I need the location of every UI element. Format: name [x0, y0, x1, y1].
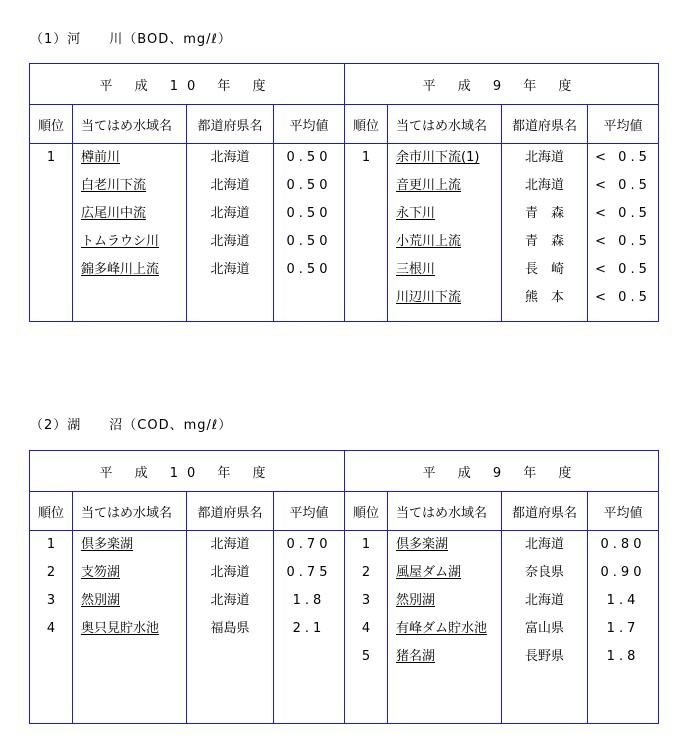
prefecture-column	[187, 531, 273, 643]
water-body-name	[388, 284, 501, 312]
prefecture-cell-text: 北海道	[525, 178, 565, 193]
average-value	[588, 200, 658, 228]
water-body-name	[388, 144, 501, 172]
average-value-text: < 0.5	[595, 206, 651, 221]
water-body-name	[388, 172, 501, 200]
col-header-pref: 都道府県名	[187, 492, 274, 531]
water-body-name-text: 猪名湖	[396, 649, 436, 664]
average-value-text: < 0.5	[595, 150, 651, 165]
rank-column	[30, 531, 72, 643]
col-header-pref: 都道府県名	[502, 492, 588, 531]
prefecture-cell	[187, 256, 273, 284]
rank-cell	[345, 144, 387, 172]
prefecture-cell	[502, 559, 587, 587]
rank-cell	[30, 172, 72, 200]
water-body-name	[73, 559, 186, 587]
prefecture-cell	[502, 615, 587, 643]
col-header-avg: 平均値	[588, 492, 659, 531]
lakes-table	[29, 450, 659, 724]
water-body-column	[388, 531, 501, 671]
prefecture-cell-text: 北海道	[525, 150, 565, 165]
water-body-name-text: 余市川下流(1)	[396, 150, 480, 165]
water-body-name-text: 三根川	[396, 262, 436, 277]
average-value	[588, 531, 658, 559]
average-value	[274, 144, 344, 172]
prefecture-cell-text: 奈良県	[525, 565, 565, 580]
section2-heading: （2）湖 沼（COD、mg/ℓ）	[30, 418, 233, 433]
water-body-name-text: 風屋ダム湖	[396, 565, 462, 580]
rank-cell-text: 1	[361, 537, 371, 552]
rivers-table	[29, 63, 659, 322]
prefecture-cell	[187, 587, 273, 615]
prefecture-cell	[187, 228, 273, 256]
average-value	[274, 559, 344, 587]
water-body-name	[388, 531, 501, 559]
col-header-rank: 順位	[30, 105, 73, 144]
water-body-name-text: 然別湖	[396, 593, 436, 608]
rank-column	[345, 144, 387, 312]
rank-cell-text: 2	[46, 565, 56, 580]
prefecture-cell	[502, 172, 587, 200]
average-value	[588, 144, 658, 172]
average-value-text: < 0.5	[595, 178, 651, 193]
water-body-name-text: 小荒川上流	[396, 234, 462, 249]
average-value	[274, 172, 344, 200]
rank-column	[345, 531, 387, 671]
rank-cell	[345, 559, 387, 587]
average-value	[274, 200, 344, 228]
col-header-name: 当てはめ水域名	[73, 492, 187, 531]
prefecture-cell-text: 北海道	[210, 565, 250, 580]
col-header-name: 当てはめ水域名	[73, 105, 187, 144]
rank-cell	[345, 643, 387, 671]
rank-cell	[30, 559, 72, 587]
average-value	[274, 531, 344, 559]
water-body-name-text: 支笏湖	[81, 565, 121, 580]
prefecture-column	[502, 144, 587, 312]
average-value-text: 0.90	[600, 565, 646, 580]
rank-cell-text: 2	[361, 565, 371, 580]
average-value-text: 2.1	[292, 621, 326, 636]
col-header-avg: 平均値	[588, 105, 659, 144]
prefecture-cell	[187, 615, 273, 643]
col-header-pref: 都道府県名	[502, 105, 588, 144]
average-column	[274, 531, 344, 643]
average-value-text: 1.8	[606, 649, 640, 664]
water-body-name	[73, 531, 186, 559]
prefecture-cell	[187, 200, 273, 228]
prefecture-cell	[187, 559, 273, 587]
prefecture-cell	[187, 144, 273, 172]
water-body-name-text: 音更川上流	[396, 178, 462, 193]
rank-cell-text: 4	[361, 621, 371, 636]
average-value	[588, 284, 658, 312]
water-body-name	[388, 643, 501, 671]
average-value-text: 0.50	[286, 206, 332, 221]
average-value-text: < 0.5	[595, 290, 651, 305]
average-value-text: 0.80	[600, 537, 646, 552]
water-body-name-text: 樽前川	[81, 150, 121, 165]
prefecture-column	[187, 144, 273, 284]
average-value-text: 0.70	[286, 537, 332, 552]
average-value	[588, 172, 658, 200]
rank-cell	[30, 228, 72, 256]
rank-cell-text: 1	[46, 150, 56, 165]
water-body-name-text: 川辺川下流	[396, 290, 462, 305]
prefecture-cell-text: 熊 本	[525, 290, 565, 305]
average-value	[274, 228, 344, 256]
water-body-name-text: トムラウシ川	[81, 234, 160, 249]
average-value	[274, 615, 344, 643]
col-header-pref: 都道府県名	[187, 105, 274, 144]
water-body-name	[73, 228, 186, 256]
prefecture-cell-text: 福島県	[210, 621, 250, 636]
water-body-name-text: 然別湖	[81, 593, 121, 608]
col-header-avg: 平均値	[274, 492, 345, 531]
average-value	[588, 615, 658, 643]
average-value	[588, 228, 658, 256]
prefecture-cell	[187, 172, 273, 200]
water-body-name-text: 錦多峰川上流	[81, 262, 160, 277]
prefecture-column	[502, 531, 587, 671]
prefecture-cell	[502, 531, 587, 559]
average-value-text: 0.50	[286, 150, 332, 165]
prefecture-cell-text: 北海道	[210, 262, 250, 277]
rank-cell	[345, 228, 387, 256]
col-header-rank: 順位	[345, 492, 388, 531]
average-value-text: 1.4	[606, 593, 640, 608]
rank-cell	[345, 531, 387, 559]
prefecture-cell	[187, 531, 273, 559]
water-body-column	[73, 144, 186, 284]
average-value-text: < 0.5	[595, 262, 651, 277]
average-value-text: 0.50	[286, 262, 332, 277]
prefecture-cell-text: 北海道	[525, 593, 565, 608]
average-column	[588, 531, 658, 671]
prefecture-cell-text: 長野県	[525, 649, 565, 664]
rank-cell	[345, 615, 387, 643]
water-body-column	[388, 144, 501, 312]
rank-cell-text: 1	[46, 537, 56, 552]
col-header-name: 当てはめ水域名	[388, 492, 502, 531]
rank-cell	[30, 615, 72, 643]
average-value	[588, 559, 658, 587]
water-body-name-text: 永下川	[396, 206, 436, 221]
rank-cell	[30, 256, 72, 284]
water-body-name-text: 有峰ダム貯水池	[396, 621, 488, 636]
prefecture-cell	[502, 643, 587, 671]
average-value-text: < 0.5	[595, 234, 651, 249]
average-value	[588, 643, 658, 671]
prefecture-cell-text: 北海道	[210, 206, 250, 221]
average-value	[588, 587, 658, 615]
prefecture-cell	[502, 228, 587, 256]
water-body-name	[73, 200, 186, 228]
water-body-name	[388, 256, 501, 284]
prefecture-cell-text: 長 崎	[525, 262, 565, 277]
prefecture-cell-text: 北海道	[210, 150, 250, 165]
prefecture-cell	[502, 200, 587, 228]
col-header-name: 当てはめ水域名	[388, 105, 502, 144]
rank-column	[30, 144, 72, 284]
rank-cell	[30, 531, 72, 559]
average-value	[588, 256, 658, 284]
water-body-name-text: 広尾川中流	[81, 206, 147, 221]
prefecture-cell-text: 北海道	[210, 234, 250, 249]
water-body-name-text: 白老川下流	[81, 178, 147, 193]
water-body-name	[73, 256, 186, 284]
col-header-rank: 順位	[345, 105, 388, 144]
col-header-rank: 順位	[30, 492, 73, 531]
average-column	[274, 144, 344, 284]
water-body-name	[73, 144, 186, 172]
prefecture-cell-text: 北海道	[210, 593, 250, 608]
col-header-avg: 平均値	[274, 105, 345, 144]
average-value	[274, 587, 344, 615]
year-header-h10: 平 成 10 年 度	[30, 64, 345, 105]
rank-cell	[345, 587, 387, 615]
average-value-text: 0.50	[286, 234, 332, 249]
prefecture-cell-text: 富山県	[525, 621, 565, 636]
prefecture-cell-text: 北海道	[525, 537, 565, 552]
year-header-h10: 平 成 10 年 度	[30, 451, 345, 492]
rank-cell	[30, 144, 72, 172]
rank-cell	[30, 587, 72, 615]
water-body-name-text: 奥只見貯水池	[81, 621, 160, 636]
water-body-name	[388, 615, 501, 643]
rank-cell	[345, 172, 387, 200]
rank-cell-text: 3	[361, 593, 371, 608]
rank-cell-text: 3	[46, 593, 56, 608]
prefecture-cell	[502, 144, 587, 172]
average-value	[274, 256, 344, 284]
prefecture-cell	[502, 256, 587, 284]
prefecture-cell-text: 青 森	[525, 234, 565, 249]
water-body-name	[388, 559, 501, 587]
water-body-name	[73, 172, 186, 200]
rank-cell-text: 4	[46, 621, 56, 636]
water-body-name-text: 倶多楽湖	[396, 537, 449, 552]
prefecture-cell	[502, 587, 587, 615]
prefecture-cell-text: 北海道	[210, 537, 250, 552]
year-header-h9: 平 成 9 年 度	[345, 64, 659, 105]
water-body-name	[388, 228, 501, 256]
prefecture-cell	[502, 284, 587, 312]
rank-cell	[345, 284, 387, 312]
rank-cell-text: 1	[361, 150, 371, 165]
average-value-text: 0.50	[286, 178, 332, 193]
water-body-name	[388, 587, 501, 615]
prefecture-cell-text: 北海道	[210, 178, 250, 193]
average-value-text: 1.8	[292, 593, 326, 608]
section1-heading: （1）河 川（BOD、mg/ℓ）	[30, 32, 232, 47]
average-value-text: 1.7	[606, 621, 640, 636]
water-body-name	[388, 200, 501, 228]
prefecture-cell-text: 青 森	[525, 206, 565, 221]
water-body-column	[73, 531, 186, 643]
rank-cell	[345, 256, 387, 284]
rank-cell	[345, 200, 387, 228]
average-value-text: 0.75	[286, 565, 332, 580]
water-body-name-text: 倶多楽湖	[81, 537, 134, 552]
water-body-name	[73, 587, 186, 615]
water-body-name	[73, 615, 186, 643]
rank-cell	[30, 200, 72, 228]
year-header-h9: 平 成 9 年 度	[345, 451, 659, 492]
rank-cell-text: 5	[361, 649, 371, 664]
average-column	[588, 144, 658, 312]
